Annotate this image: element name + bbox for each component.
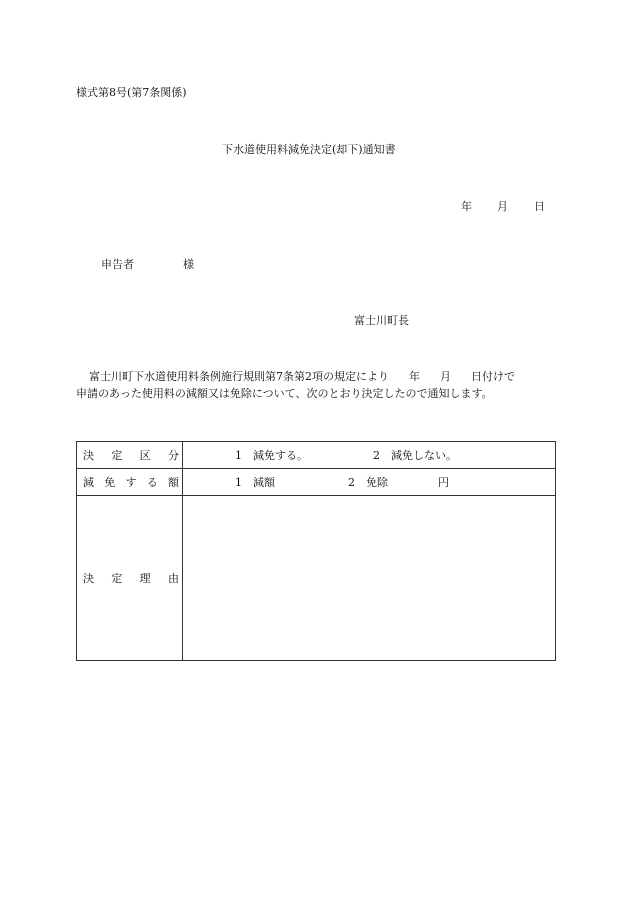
label-char: 定 <box>111 449 123 462</box>
label-char: 額 <box>168 476 179 489</box>
label-char: 理 <box>139 572 151 585</box>
applicant-label: 申告者 <box>101 258 134 271</box>
label-char: 分 <box>167 449 179 462</box>
form-number: 様式第8号(第7条関係) <box>76 86 187 99</box>
option-deny-reduction: 2 減免しない。 <box>373 449 457 462</box>
document-title: 下水道使用料減免決定(却下)通知書 <box>222 143 396 156</box>
decision-reason-label <box>77 496 183 661</box>
decision-reason-value <box>183 496 556 661</box>
body-text-regulation: 富士川町下水道使用料条例施行規則第7条第2項の規定により <box>89 370 389 383</box>
body-text-line-1 <box>89 368 515 384</box>
date-day-label: 日 <box>534 200 545 213</box>
label-char: 決 <box>83 572 94 585</box>
date-month-label: 月 <box>497 200 508 213</box>
label-char: 由 <box>167 572 179 585</box>
option-grant-reduction: 1 減免する。 <box>235 449 308 462</box>
reduction-amount-value <box>183 469 556 496</box>
date-year-label: 年 <box>461 200 472 213</box>
reduction-amount-label <box>77 469 183 496</box>
table-row-reduction-amount <box>77 469 556 496</box>
option-exemption: 2 免除 <box>348 476 388 489</box>
table-row-decision-category <box>77 442 556 469</box>
body-text-year: 年 <box>409 370 420 383</box>
label-char: 決 <box>83 449 94 462</box>
applicant-honorific: 様 <box>183 258 194 271</box>
decision-category-value <box>183 442 556 469</box>
label-char: 区 <box>139 449 151 462</box>
decision-table <box>76 441 556 661</box>
option-reduction: 1 減額 <box>235 476 275 489</box>
decision-category-label <box>77 442 183 469</box>
body-text-day-suffix: 日付けで <box>471 370 515 383</box>
label-char: 免 <box>104 476 116 489</box>
issuer-name: 富士川町長 <box>354 314 409 327</box>
yen-unit-label: 円 <box>438 476 449 489</box>
label-char: 減 <box>83 476 94 489</box>
label-char: る <box>146 476 158 489</box>
body-text-month: 月 <box>440 370 451 383</box>
label-char: す <box>125 476 137 489</box>
body-text-line-2: 申請のあった使用料の減額又は免除について、次のとおり決定したので通知します。 <box>76 387 493 400</box>
table-row-decision-reason <box>77 496 556 661</box>
label-char: 定 <box>111 572 123 585</box>
